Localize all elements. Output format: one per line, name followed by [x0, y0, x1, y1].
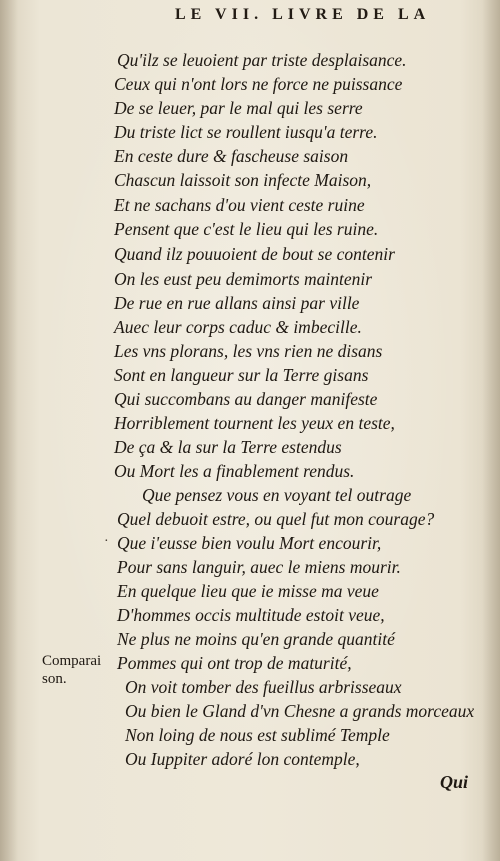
verse-line: De ça & la sur la Terre estendus — [114, 437, 342, 457]
catchword: Qui — [440, 772, 469, 792]
margin-note-line: Comparai — [42, 653, 102, 669]
verse-line: Horriblement tournent les yeux en teste, — [114, 413, 395, 433]
verse-line: Qui succombans au danger manifeste — [114, 389, 378, 409]
verse-line: Non loing de nous est sublimé Temple — [125, 725, 390, 745]
verse-line: Auec leur corps caduc & imbecille. — [114, 317, 362, 337]
verse-line: En ceste dure & fascheuse saison — [114, 146, 349, 166]
margin-mark: · — [104, 534, 109, 549]
running-head-text: LE VII. LIVRE DE LA — [175, 6, 431, 23]
verse-line: Ou Iuppiter adoré lon contemple, — [125, 749, 360, 769]
verse-line: Chascun laissoit son infecte Maison, — [114, 170, 372, 190]
verse-line: Que i'eusse bien voulu Mort encourir, — [117, 533, 382, 553]
verse-line: Sont en langueur sur la Terre gisans — [114, 365, 369, 385]
verse-line: Du triste lict se roullent iusqu'a terre. — [114, 122, 378, 142]
page-gutter-shadow — [0, 0, 18, 861]
verse-line: Ou bien le Gland d'vn Chesne a grands morceaux — [125, 701, 475, 721]
margin-note-line: son. — [42, 671, 67, 687]
verse-line: Pommes qui ont trop de maturité, — [117, 653, 352, 673]
verse-line: Qu'ilz se leuoient par triste desplaisance. — [117, 50, 407, 70]
verse-line: De rue en rue allans ainsi par ville — [114, 293, 360, 313]
verse-line: Que pensez vous en voyant tel outrage — [142, 485, 412, 505]
page-edge-shadow — [482, 0, 500, 861]
verse-line: En quelque lieu que ie misse ma veue — [117, 581, 379, 601]
verse-line: Et ne sachans d'ou vient ceste ruine — [114, 195, 365, 215]
verse-line: De se leuer, par le mal qui les serre — [114, 98, 363, 118]
verse-line: Ne plus ne moins qu'en grande quantité — [117, 629, 395, 649]
verse-line: D'hommes occis multitude estoit veue, — [117, 605, 385, 625]
verse-line: On voit tomber des fueillus arbrisseaux — [125, 677, 402, 697]
verse-line: Pour sans languir, auec le miens mourir. — [117, 557, 401, 577]
verse-line: Quel debuoit estre, ou quel fut mon courage? — [117, 509, 435, 529]
verse-line: Quand ilz pouuoient de bout se contenir — [114, 244, 395, 264]
verse-line: Pensent que c'est le lieu qui les ruine. — [114, 219, 379, 239]
verse-line: On les eust peu demimorts maintenir — [114, 269, 373, 289]
verse-line: Ceux qui n'ont lors ne force ne puissance — [114, 74, 403, 94]
verse-line: Les vns plorans, les vns rien ne disans — [114, 341, 383, 361]
verse-line: Ou Mort les a finablement rendus. — [114, 461, 355, 481]
running-head — [0, 6, 500, 30]
